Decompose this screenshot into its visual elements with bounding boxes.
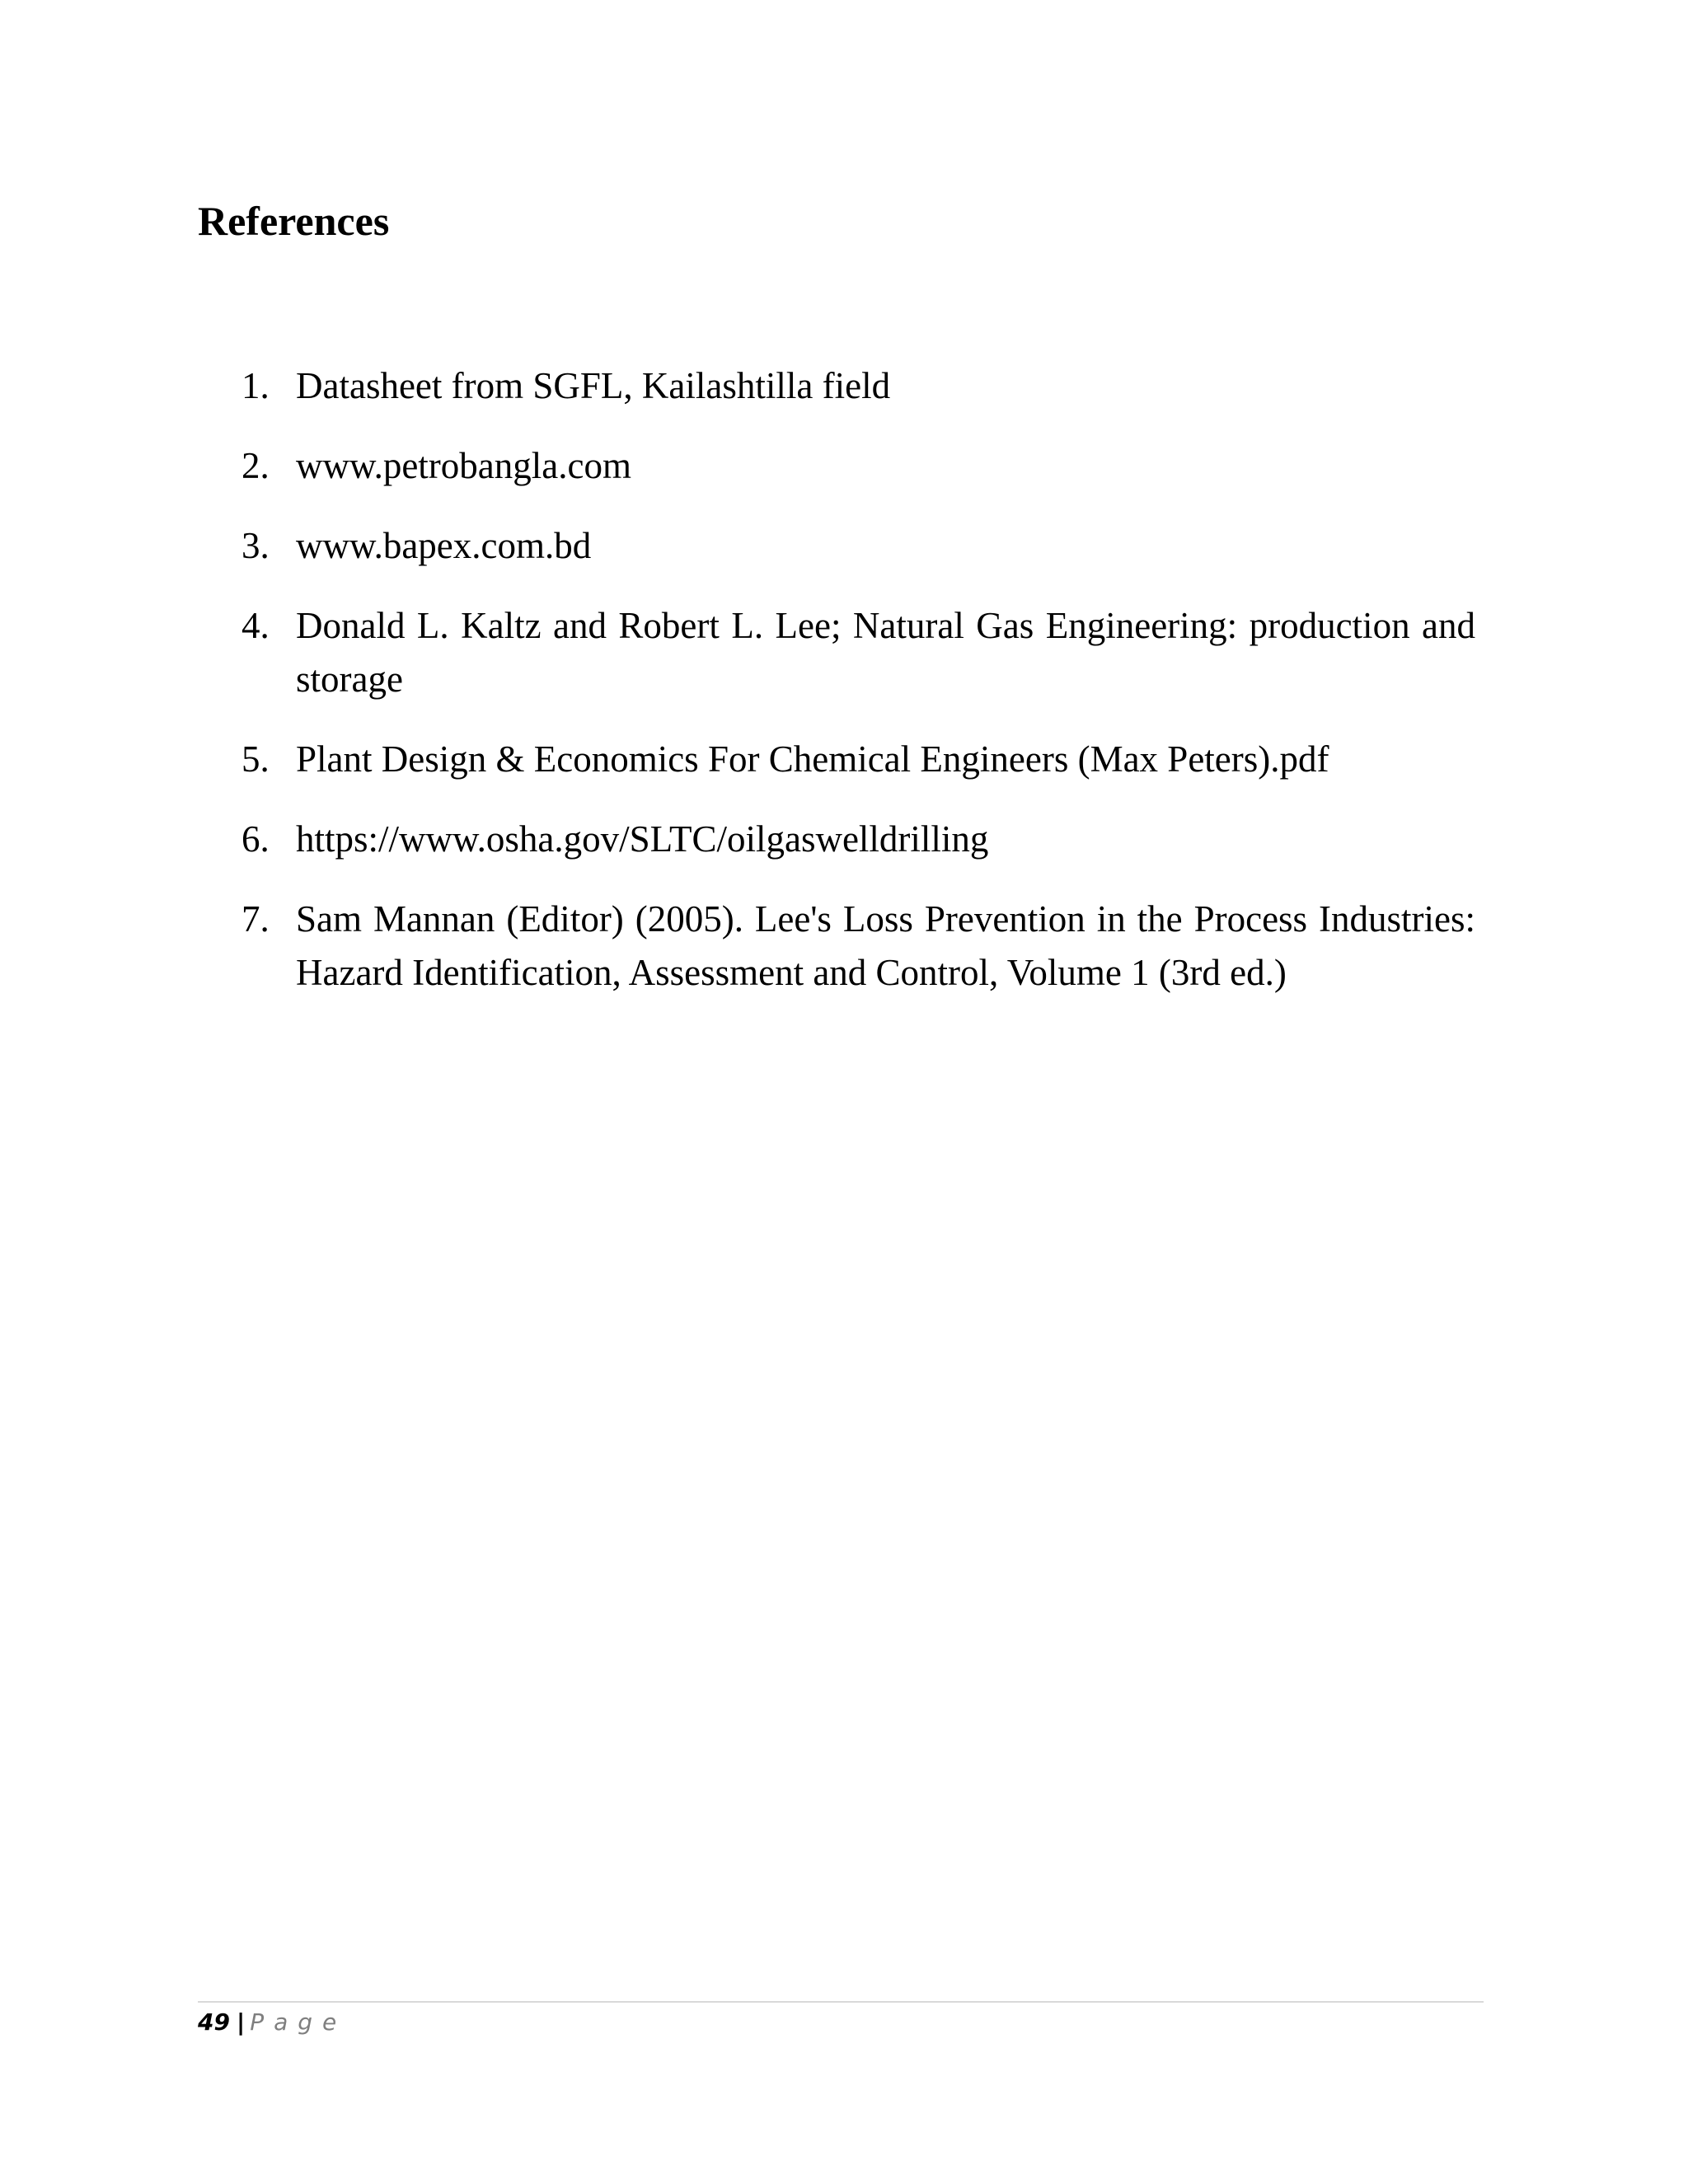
list-item [241, 893, 1475, 1000]
reference-number: 5. [241, 738, 270, 780]
list-item [241, 733, 1475, 786]
reference-number: 1. [241, 365, 270, 406]
reference-number: 6. [241, 818, 270, 860]
list-item [241, 599, 1475, 706]
footer-divider [198, 2001, 1484, 2003]
page-label: Page [250, 2008, 347, 2036]
reference-text: Donald L. Kaltz and Robert L. Lee; Natural Gas Engineering: production and storage [296, 605, 1475, 700]
footer-separator: | [236, 2008, 246, 2036]
list-item [241, 359, 1475, 413]
page-footer [198, 2006, 346, 2039]
reference-number: 4. [241, 605, 270, 646]
reference-text: Sam Mannan (Editor) (2005). Lee's Loss Prevention in the Process Industries: Hazard Identification, Assessment and Control, Volume 1 (3rd ed.) [296, 898, 1475, 993]
list-item [241, 813, 1475, 866]
list-item [241, 439, 1475, 493]
reference-number: 2. [241, 445, 270, 486]
reference-number: 3. [241, 525, 270, 566]
reference-text: Plant Design & Economics For Chemical Engineers (Max Peters).pdf [296, 738, 1329, 780]
reference-text: www.bapex.com.bd [296, 525, 592, 566]
list-item [241, 519, 1475, 573]
reference-text: https://www.osha.gov/SLTC/oilgaswelldrilling [296, 818, 989, 860]
page-title: References [198, 198, 390, 244]
reference-text: Datasheet from SGFL, Kailashtilla field [296, 365, 891, 406]
reference-number: 7. [241, 898, 270, 940]
reference-text: www.petrobangla.com [296, 445, 631, 486]
reference-list [241, 359, 1475, 1026]
page-number: 49 [198, 2008, 230, 2036]
